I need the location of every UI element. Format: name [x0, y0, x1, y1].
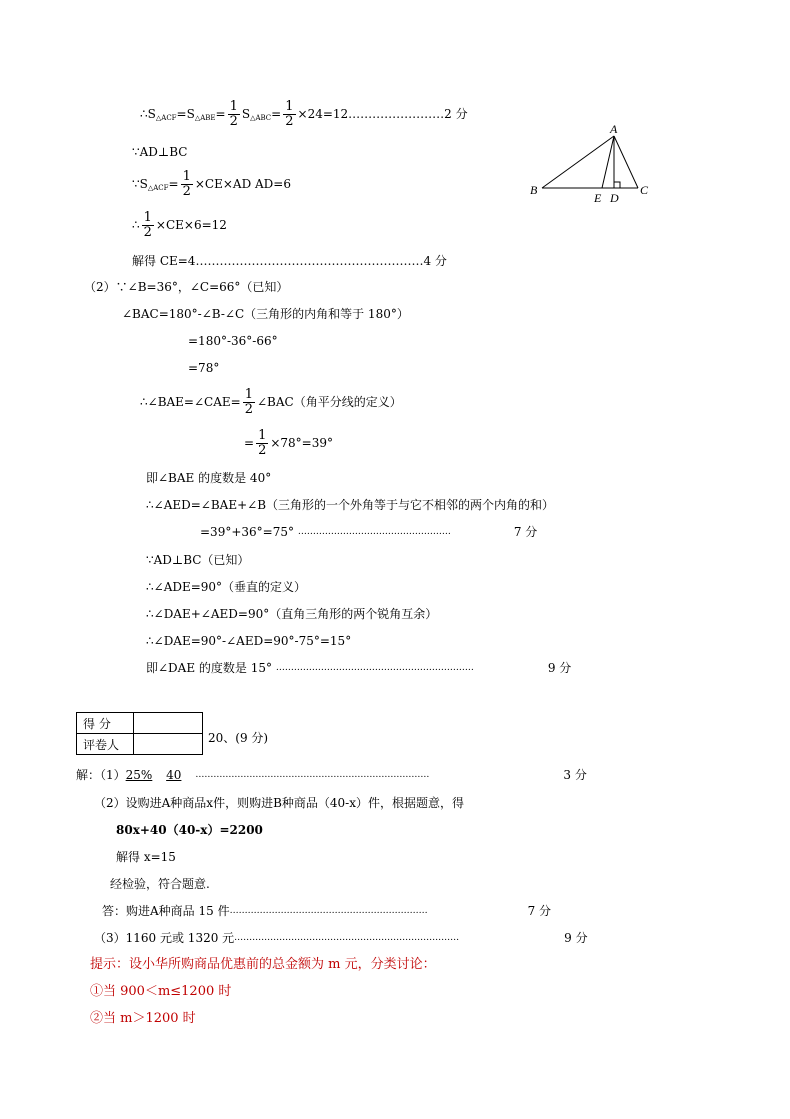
- leader-dots: ……………………: [348, 107, 445, 121]
- solution-text: 解得 CE=4: [132, 254, 196, 268]
- leader-dots: …………………………………………………………: [229, 906, 428, 916]
- frac-num: 1: [229, 99, 238, 114]
- p2-line-10: ∵AD⊥BC（已知）: [146, 553, 250, 567]
- score-mark: 7 分: [527, 904, 552, 918]
- leader-dots: …………………………………………………: [195, 254, 424, 268]
- triangle-subscript: △ABE: [194, 114, 216, 122]
- therefore-symbol: ∴: [132, 218, 140, 232]
- p2-line-8: ∴∠AED=∠BAE+∠B（三角形的一个外角等于与它不相邻的两个内角的和）: [146, 498, 555, 512]
- frac-num: 1: [285, 99, 294, 114]
- fraction-half: [142, 211, 154, 240]
- score-mark: 7 分: [513, 525, 538, 539]
- because-s: ∵S: [132, 177, 148, 191]
- p2-line-4: =78°: [188, 361, 220, 375]
- frac-den: 2: [182, 184, 191, 199]
- leader-dots: …………………………………………………………………: [234, 933, 460, 943]
- score-table: [76, 712, 203, 755]
- answer-blank-1: 25%: [125, 768, 153, 782]
- q20-line-3: 80x+40（40-x）=2200: [116, 823, 263, 837]
- p2-line-12: ∴∠DAE+∠AED=90°（直角三角形的两个锐角互余）: [146, 607, 438, 621]
- frac-den: 2: [258, 443, 267, 458]
- frac-num: 1: [143, 210, 152, 225]
- p1-line-perp: ∵AD⊥BC: [132, 145, 188, 159]
- right-angle-mark: [614, 182, 620, 188]
- frac-den: 2: [143, 225, 152, 240]
- p2-line-11: ∴∠ADE=90°（垂直的定义）: [146, 580, 307, 594]
- triangle-subscript: △ACF: [155, 114, 177, 122]
- fraction-half: [181, 170, 193, 199]
- hint-text: 提示：设小华所购商品优惠前的总金额为 m 元，分类讨论：: [90, 957, 436, 972]
- grader-label: 评卷人: [77, 734, 134, 755]
- question-heading: 20、(9 分): [208, 731, 269, 745]
- p2-line-6: [244, 425, 333, 461]
- p2-line-7: 即∠BAE 的度数是 40°: [146, 471, 272, 485]
- expression: =39°+36°=75°: [200, 525, 294, 539]
- side-ac: [614, 136, 638, 188]
- expression: ×78°=39°: [270, 436, 333, 450]
- expression: ×CE×AD AD=6: [194, 177, 291, 191]
- score-mark: 3 分: [563, 768, 587, 782]
- point-label-e: E: [594, 191, 602, 202]
- vertex-label-c: C: [640, 183, 649, 197]
- p2-line-5: [140, 384, 402, 420]
- p1-line-ce: [132, 207, 227, 243]
- triangle-subscript: △ACF: [147, 184, 169, 192]
- p1-line-area2: [132, 166, 291, 206]
- answer-text: （3）1160 元或 1320 元: [94, 931, 235, 945]
- equals: =: [244, 436, 255, 450]
- grader-cell[interactable]: [134, 734, 203, 755]
- q20-line-7: [94, 930, 588, 946]
- p2-line-2: ∠BAC=180°-∠B-∠C（三角形的内角和等于 180°）: [122, 307, 409, 321]
- area-symbol: S: [241, 107, 251, 121]
- fraction-half: [256, 429, 268, 458]
- frac-den: 2: [244, 402, 253, 417]
- p2-line-3: =180°-36°-66°: [188, 334, 278, 348]
- expression: 即∠DAE 的度数是 15°: [146, 661, 273, 675]
- fraction-half: [228, 100, 240, 129]
- p2-line-14: [146, 660, 571, 676]
- equals: =: [215, 107, 226, 121]
- q20-line-5: 经检验，符合题意.: [110, 877, 210, 891]
- expression: ×24=12: [297, 107, 349, 121]
- therefore-symbol: ∴: [140, 107, 148, 121]
- leader-dots: ……………………………………………: [297, 527, 451, 537]
- hint-case-2: ②当 m＞1200 时: [90, 1011, 196, 1026]
- expression: ×CE×6=12: [155, 218, 227, 232]
- p1-line-solve: [132, 253, 447, 269]
- fraction-half: [243, 388, 255, 417]
- area-symbol: S: [147, 107, 156, 121]
- frac-num: 1: [258, 428, 267, 443]
- q20-line-2: （2）设购进A种商品x件，则购进B种商品（40-x）件，根据题意，得: [94, 796, 464, 810]
- expression: ∠BAC（角平分线的定义）: [257, 395, 402, 409]
- score-mark: 4 分: [423, 254, 447, 268]
- q20-line-4: 解得 x=15: [116, 850, 176, 864]
- frac-den: 2: [229, 114, 238, 129]
- score-mark: 2 分: [444, 107, 468, 121]
- score-label: 得 分: [77, 713, 134, 734]
- fraction-half: [283, 100, 295, 129]
- p1-line-area: [140, 96, 468, 136]
- p2-line-13: ∴∠DAE=90°-∠AED=90°-75°=15°: [146, 634, 352, 648]
- score-mark: 9 分: [564, 931, 588, 945]
- equals: =: [168, 177, 179, 191]
- equals-s: =S: [176, 107, 195, 121]
- p2-line-9: [200, 524, 537, 540]
- score-mark: 9 分: [547, 661, 572, 675]
- frac-num: 1: [182, 169, 191, 184]
- answer-prefix: 解：（1）: [76, 768, 126, 782]
- frac-num: 1: [244, 387, 253, 402]
- hint-case-1: ①当 900＜m≤1200 时: [90, 984, 232, 999]
- frac-den: 2: [285, 114, 294, 129]
- q20-line-1: [76, 767, 587, 783]
- triangle-figure: [528, 122, 658, 202]
- expression: ∴∠BAE=∠CAE=: [140, 395, 241, 409]
- answer-blank-2: 40: [166, 768, 182, 782]
- vertex-label-b: B: [530, 183, 538, 197]
- score-cell[interactable]: [134, 713, 203, 734]
- side-ab: [542, 136, 614, 188]
- vertex-label-a: A: [610, 122, 618, 136]
- p2-line-1: （2）∵∠B=36°，∠C=66°（已知）: [84, 280, 289, 294]
- equals: =: [271, 107, 282, 121]
- leader-dots: ……………………………………………………………………: [195, 770, 430, 780]
- answer-text: 答：购进A种商品 15 件: [102, 904, 230, 918]
- leader-dots: …………………………………………………………: [275, 663, 474, 673]
- point-label-d: D: [610, 191, 619, 202]
- triangle-subscript: △ABC: [250, 114, 272, 122]
- q20-line-6: [102, 903, 551, 919]
